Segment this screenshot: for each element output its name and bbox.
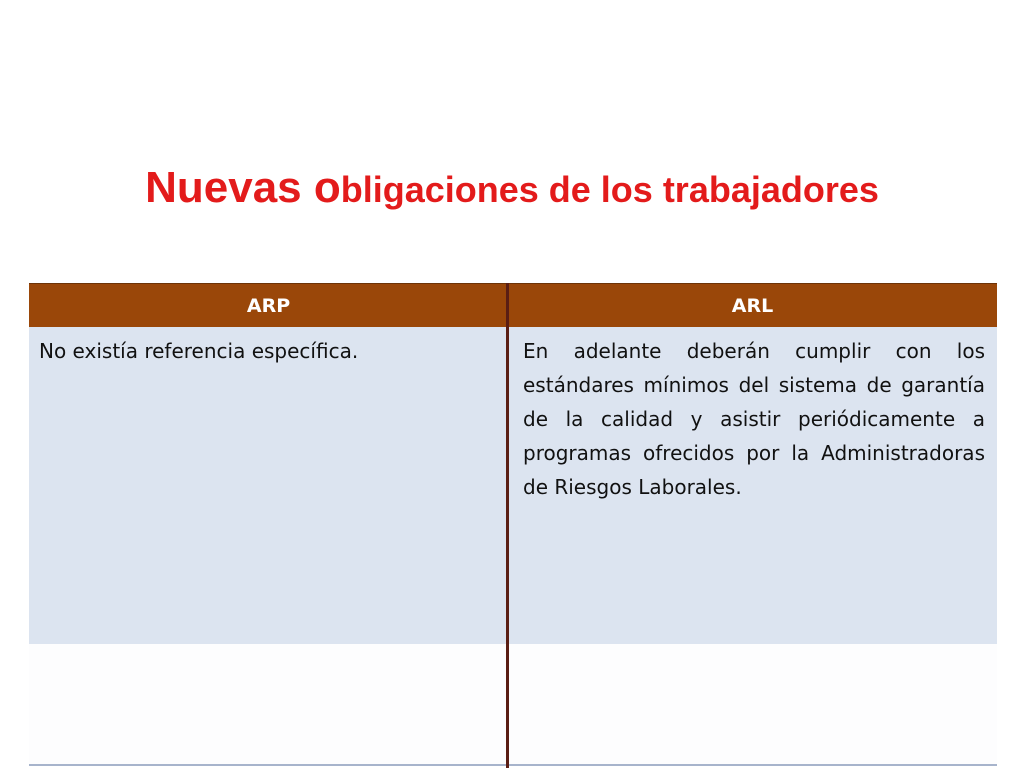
column-divider: [506, 283, 509, 768]
cell-arp: No existía referencia específica.: [39, 339, 359, 363]
table-row-empty: [29, 644, 997, 765]
header-arl: ARL: [731, 295, 774, 317]
slide-title-start: Nuevas o: [145, 163, 341, 212]
comparison-table: [29, 283, 997, 768]
table-bottom-border: [29, 764, 997, 766]
cell-arl: En adelante deberán cumplir con los estándares mínimos del sistema de garantía de la calidad y asistir periódicamente a programas ofrecidos por la Administradoras de Riesgos Laborales.: [523, 339, 985, 499]
slide-title: [0, 163, 1024, 215]
slide-title-end: bligaciones de los trabajadores: [340, 169, 879, 210]
header-arp: ARP: [246, 295, 291, 317]
table-header: [29, 283, 997, 328]
